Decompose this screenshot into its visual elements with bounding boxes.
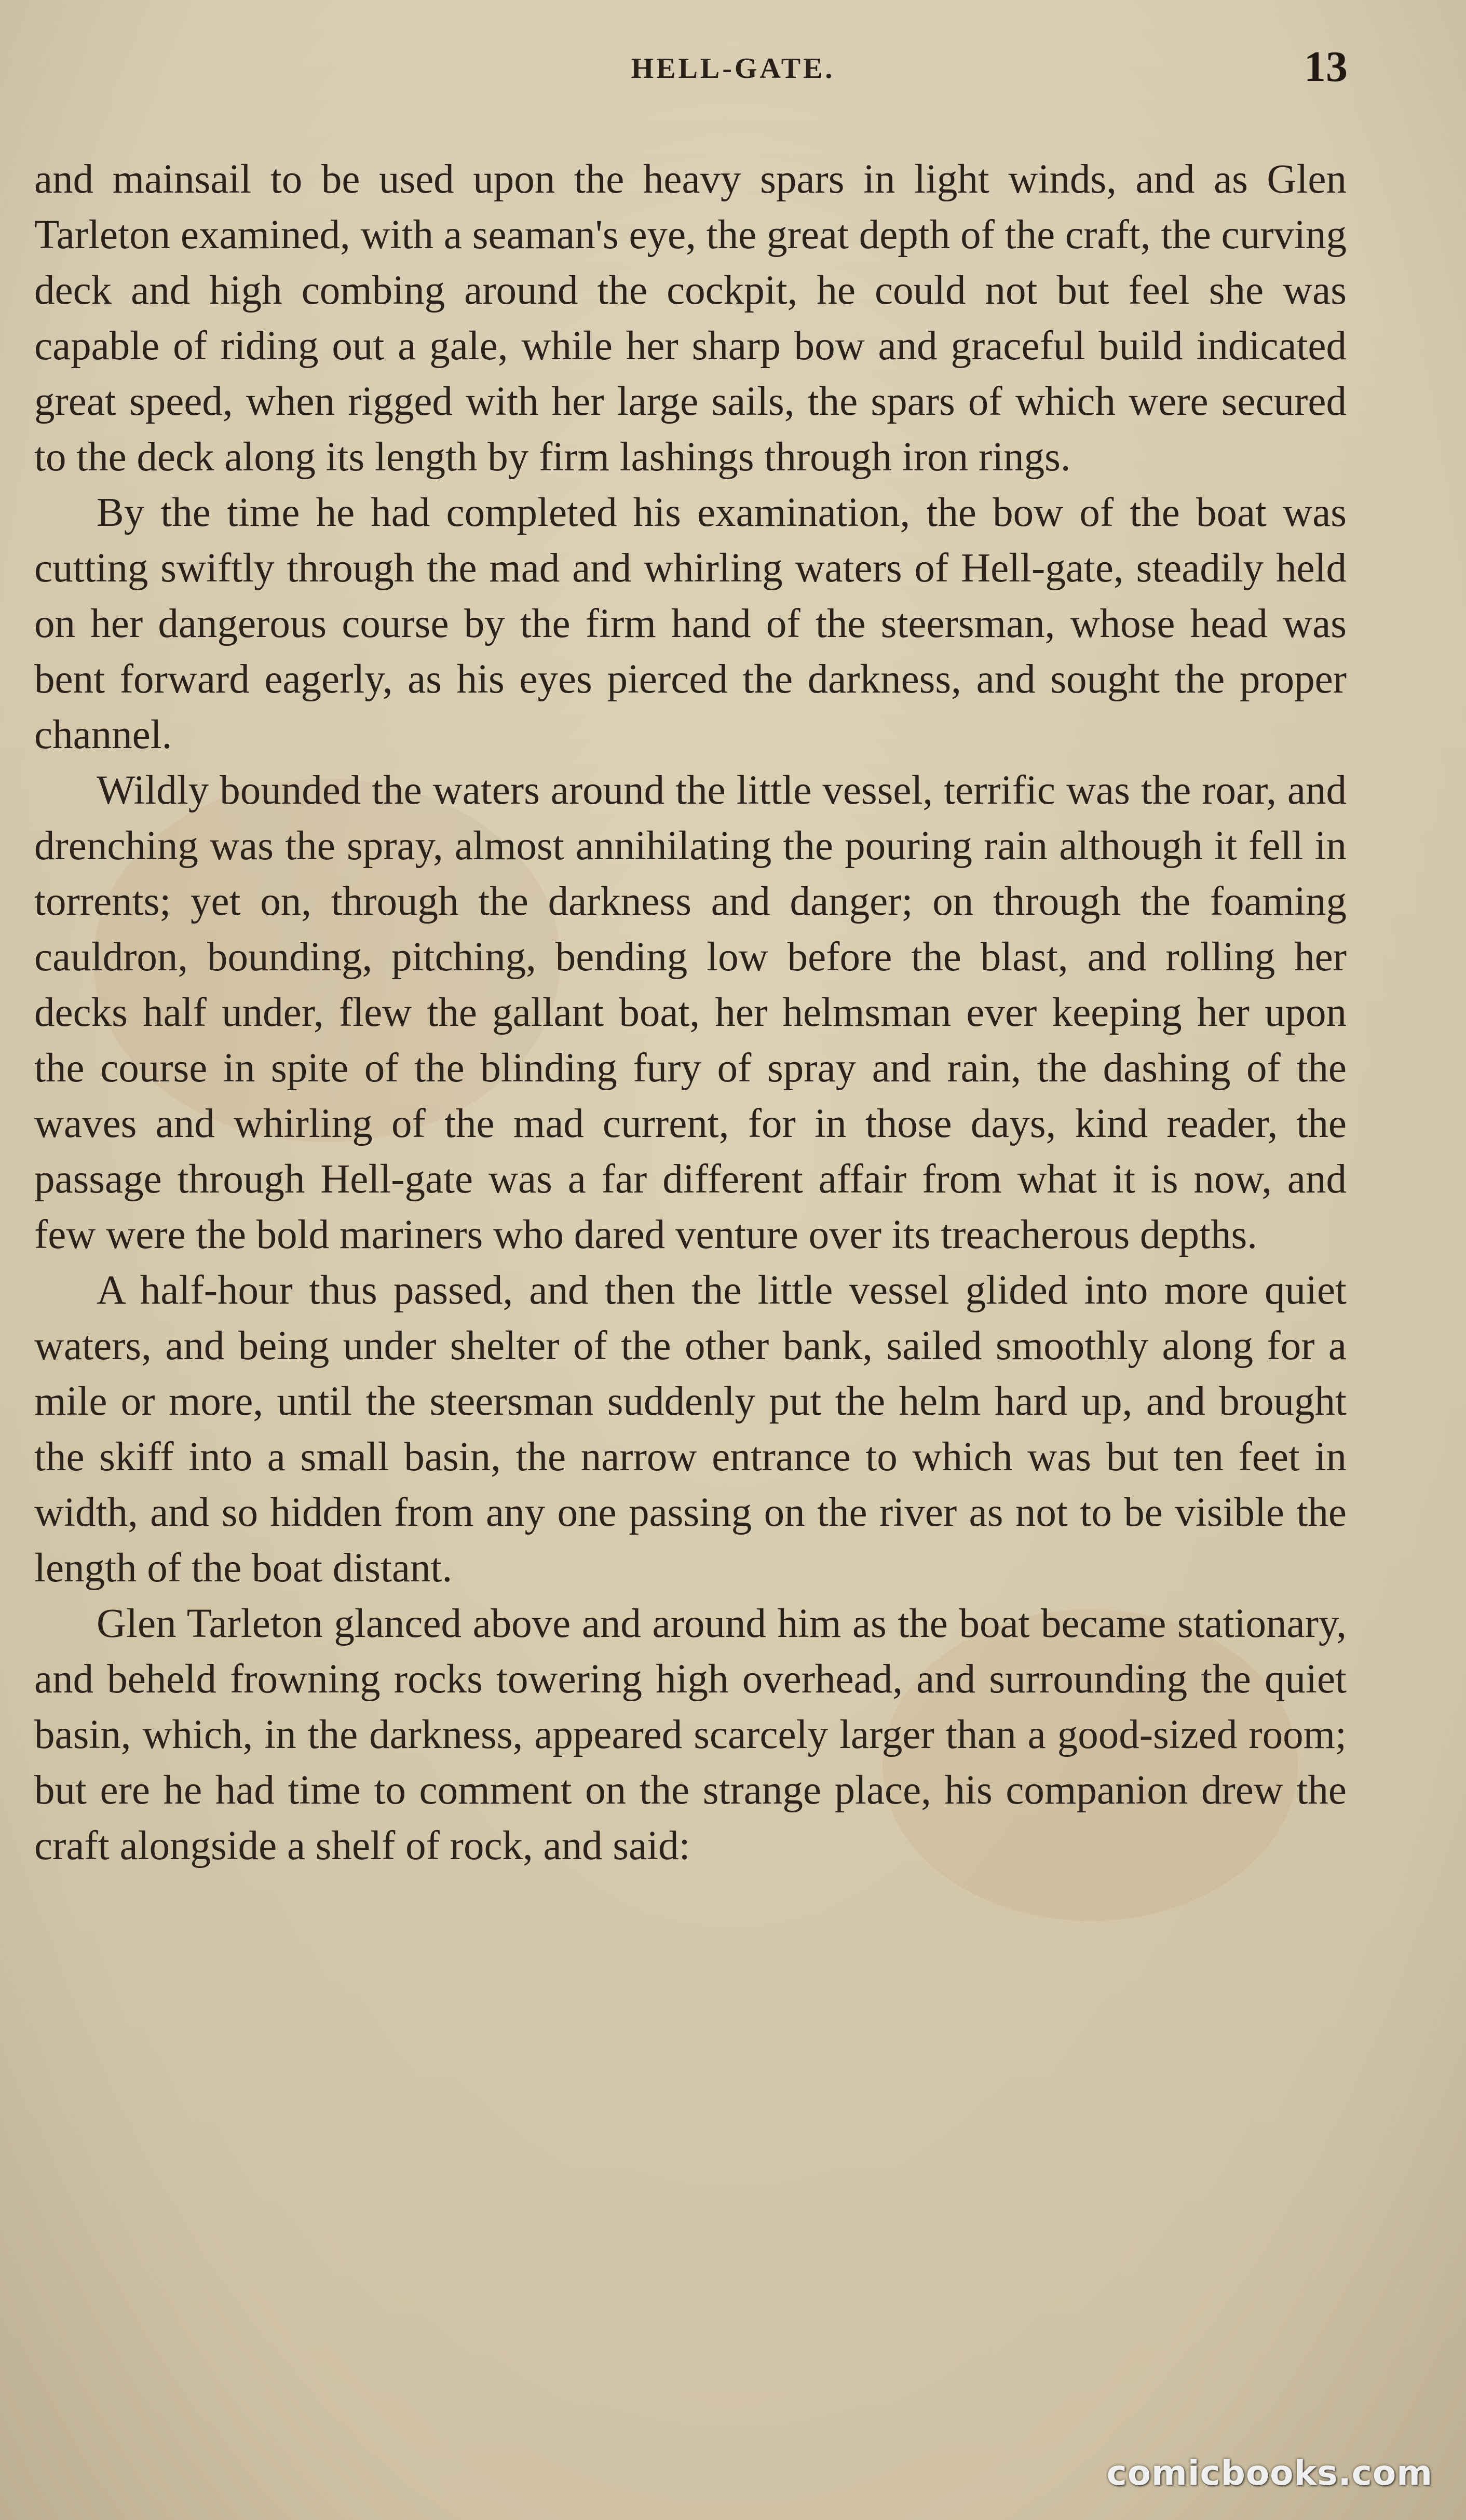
page-body-text bbox=[34, 152, 1347, 1874]
running-title: HELL-GATE. bbox=[631, 52, 835, 85]
page-header bbox=[0, 42, 1466, 104]
paragraph: By the time he had completed his examination, the bow of the boat was cutting swiftly through the mad and whirling waters of Hell-gate, steadily held on her dangerous course by the firm hand of the steersman, whose head was bent forward eagerly, as his eyes pierced the darkness, and sought the proper channel. bbox=[34, 490, 1347, 757]
page-number: 13 bbox=[1304, 43, 1348, 91]
paragraph: Glen Tarleton glanced above and around him as the boat became stationary, and beheld frowning rocks towering high overhead, and surrounding the quiet basin, which, in the darkness, appeared scarcely larger than a good-sized room; but ere he had time to comment on the strange place, his companion drew the craft alongside a shelf of rock, and said: bbox=[34, 1601, 1347, 1868]
watermark: comicbooks.com bbox=[1106, 2453, 1433, 2493]
paragraph: and mainsail to be used upon the heavy spars in light winds, and as Glen Tarleton examined, with a seaman's eye, the great depth of the craft, the curving deck and high combing around the cockpit, he could not but feel she was capable of riding out a gale, while her sharp bow and graceful build indicated great speed, when rigged with her large sails, the spars of which were secured to the deck along its length by firm lashings through iron rings. bbox=[34, 157, 1347, 480]
paragraph: A half-hour thus passed, and then the little vessel glided into more quiet waters, and being under shelter of the other bank, sailed smoothly along for a mile or more, until the steersman suddenly put the helm hard up, and brought the skiff into a small basin, the narrow entrance to which was but ten feet in width, and so hidden from any one passing on the river as not to be visible the length of the boat distant. bbox=[34, 1268, 1347, 1591]
paragraph: Wildly bounded the waters around the little vessel, terrific was the roar, and drenching was the spray, almost annihilating the pouring rain although it fell in torrents; yet on, through the darkness and danger; on through the foaming cauldron, bounding, pitching, bending low before the blast, and rolling her decks half under, flew the gallant boat, her helmsman ever keeping her upon the course in spite of the blinding fury of spray and rain, the dashing of the waves and whirling of the mad current, for in those days, kind reader, the passage through Hell-gate was a far different affair from what it is now, and few were the bold mariners who dared venture over its treacherous depths. bbox=[34, 768, 1347, 1257]
